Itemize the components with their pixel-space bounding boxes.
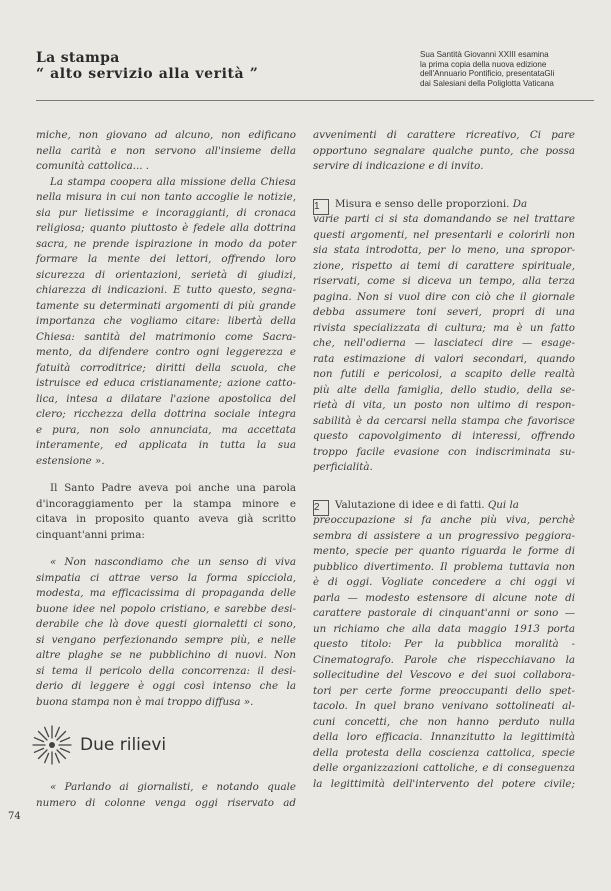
text-line: sia pur lietissime e incoraggianti, di cronaca (36, 206, 296, 219)
text-line: « Parlando ai giornalisti, e notando quale (50, 781, 296, 793)
text-line: altre plaghe se ne pubblichino di nuovi. Non (36, 649, 296, 661)
text-line: carattere pastorale di cinquant'anni or sono — (313, 607, 575, 619)
point-heading-tail: Da (512, 197, 528, 210)
text-line: chiarezza di indicazioni. E tutto questo, segna- (36, 284, 296, 296)
text-line: e pura, non solo annunciata, ma accettata (36, 423, 296, 436)
point-number-box: 2 (313, 500, 329, 516)
text-line: numero di colonne venga oggi riservato ad (36, 796, 296, 809)
text-line: religiosa; quanto piuttosto è fedele alla dottrina (36, 222, 296, 234)
paragraph-quote (36, 175, 296, 191)
caption-line: dell'Annuario Pontificio, presentataGli (420, 69, 555, 79)
text-line: sicurezza di orientazioni, serietà di giudizi, (36, 268, 296, 281)
text-line: debba assumere toni severi, propri di una (313, 306, 575, 318)
text-line: un richiamo che alla data maggio 1913 porta (313, 622, 575, 635)
text-line: pagina. Non si vuol dire con ciò che il giornale (313, 290, 575, 303)
text-line: tamente su determinati argomenti di più grande (36, 299, 296, 312)
text-line: questi argomenti, nel presentarli e colorirli non (313, 228, 575, 241)
text-line: lica, intesa a dilatare l'azione apostolica del (36, 392, 296, 405)
caption-line: Sua Santità Giovanni XXIII esamina (420, 50, 549, 59)
text-line: si tema il pericolo della concorrenza: il desi- (36, 664, 296, 677)
text-line: mento, da difendere contro ogni leggerezza e (36, 346, 296, 358)
text-line: pubblico divertimento. Il problema tuttavia non (313, 560, 575, 573)
caption-line: la prima copia della nuova edizione (420, 59, 547, 69)
text-line: riservati, come si diceva un tempo, alla terza (313, 275, 575, 287)
paragraph-quote-cont (36, 190, 296, 469)
article-subtitle: “ alto servizio alla verità ” (36, 66, 259, 82)
text-line: fatuità corroditrice; diritti della scuola, che (36, 361, 296, 374)
text-line: clero; ricchezza della dottrina sociale integra (36, 408, 296, 420)
text-line: zione, rispetto ai temi di carattere spirituale, (313, 259, 575, 272)
text-line: tacolo. In quel brano venivano sottolineati al- (313, 700, 575, 712)
text-line: parla — modesto estensore di alcune note di (313, 591, 575, 604)
text-line: questo capovolgimento di interessi, offrendo (313, 430, 575, 442)
text-line: questo titolo: Per la pubblica moralità - (313, 638, 575, 650)
paragraph-quote-end (36, 128, 296, 175)
point-heading-tail: Qui la (487, 498, 519, 511)
text-line: d'incoraggiamento per la stampa minore e (36, 497, 296, 510)
paragraph-body (36, 481, 296, 543)
left-column (36, 128, 296, 811)
text-line: cinquant'anni prima: (36, 528, 145, 541)
star-burst-ornament-icon (30, 723, 74, 767)
text-line: della protesta della coscienza cattolica, specie (313, 746, 575, 759)
text-line: si vengano perfezionando sempre più, e nelle (36, 633, 296, 646)
point-heading-line (313, 197, 575, 213)
point-1 (313, 197, 575, 476)
text-line: è di oggi. Vogliate concedere a chi oggi vi (313, 576, 575, 588)
text-line: modesta, ma efficacissima di propaganda delle (36, 587, 296, 599)
text-line: rietà di vita, un posto non ultimo di respon- (313, 399, 575, 411)
text-line: La stampa coopera alla missione della Chiesa (50, 175, 296, 188)
text-line: rivista specializzata di cultura; ma è un fatto (313, 321, 575, 334)
text-line: derabile che là dove questi giornaletti ci sono, (36, 618, 296, 630)
text-line: istruisce ed educa cristianamente; azione catto- (36, 377, 296, 389)
text-line: più alte della famiglia, dello studio, della se- (313, 383, 575, 396)
page-number: 74 (8, 811, 21, 822)
text-line: comunità cattolica... . (36, 160, 150, 172)
text-line: miche, non giovano ad alcuno, non edificano (36, 129, 296, 141)
text-line: Cinematografo. Parole che rispecchiavano la (313, 653, 575, 666)
text-line: mento, specie per quanto riguarda le forme di (313, 545, 575, 557)
text-line: opportuno segnalare qualche punto, che possa (313, 144, 575, 157)
text-line: importanza che vogliamo citare: libertà della (36, 315, 296, 327)
paragraph-quote-letter (36, 555, 296, 710)
text-line: Il Santo Padre aveva poi anche una parola (50, 482, 296, 494)
text-line: delle organizzazioni cattoliche, e di conseguenza (313, 762, 575, 774)
text-line: simpatia ci attrae verso la forma spicciola, (36, 571, 296, 584)
text-line: sabilità è da cercarsi nella stampa che favorisce (313, 414, 575, 427)
point-number-box: 1 (313, 199, 329, 215)
right-column (313, 128, 575, 792)
point-2 (313, 498, 575, 793)
section-heading (30, 718, 296, 772)
text-line: nella carità e non servono all'insieme della (36, 144, 296, 157)
header-divider (36, 100, 594, 101)
article-title: La stampa (36, 50, 120, 66)
text-line: la legittimità dell'intervento del potere civile; (313, 777, 575, 790)
text-line: sembra di assistere a un progressivo peggiora- (313, 529, 575, 542)
text-line: non futili e pericolosi, a scapito delle realtà (313, 368, 575, 380)
photo-caption (420, 50, 600, 88)
text-line: citava in proposito quanto aveva già scritto (36, 513, 296, 525)
text-line: interamente, ed applicata in tutta la sua (36, 439, 296, 451)
text-line: che, nell'odierna — lasciateci dire — esage- (313, 337, 575, 349)
text-line: rata estimazione di valori secondari, quando (313, 352, 575, 365)
text-line: servire di indicazione e di invito. (313, 160, 484, 172)
text-line: preoccupazione si fa anche più viva, perchè (313, 514, 575, 526)
text-line: avvenimenti di carattere ricreativo, Ci pare (313, 129, 575, 141)
text-line: sollecitudine del Vescovo e dei suoi collabora- (313, 669, 575, 681)
section-title: Due rilievi (80, 735, 167, 755)
text-line: buone idee nel popolo cristiano, e sarebbe desi- (36, 602, 296, 615)
text-line: estensione ». (36, 454, 105, 467)
point-heading: Valutazione di idee e di fatti. (335, 498, 485, 511)
text-line: « Non nascondiamo che un senso di viva (50, 556, 296, 568)
text-line: nella misura in cui non tanto accoglie le notizie, (36, 191, 296, 203)
paragraph-quote (36, 780, 296, 811)
text-line: della loro efficacia. Innanzitutto la legittimità (313, 731, 575, 743)
text-line: troppo facile evasione con indiscriminata su- (313, 445, 575, 458)
text-line: tori per certe forme preoccupanti dello spet- (313, 684, 575, 697)
text-line: perficialità. (313, 461, 373, 473)
point-heading: Misura e senso delle proporzioni. (335, 197, 510, 210)
text-line: sia stata introdotta, per lo meno, una spropor- (313, 244, 575, 256)
text-line: Chiesa: santità del matrimonio come Sacra- (36, 330, 296, 343)
text-line: varie parti ci si sta domandando se nel trattare (313, 213, 575, 225)
text-line: cuni concetti, che non hanno perduto nulla (313, 715, 575, 728)
text-line: sacra, ne prende ispirazione in modo da poter (36, 237, 296, 250)
paragraph-quote (313, 128, 575, 175)
text-line: formare la mente dei lettori, offrendo loro (36, 253, 296, 265)
text-line: derio di leggere è oggi così intenso che la (36, 680, 296, 692)
point-heading-line (313, 498, 575, 514)
caption-line: dai Salesiani della Poliglotta Vaticana (420, 78, 554, 88)
article-header (36, 50, 336, 82)
text-line: buona stampa non è mai troppo diffusa ». (36, 695, 254, 708)
